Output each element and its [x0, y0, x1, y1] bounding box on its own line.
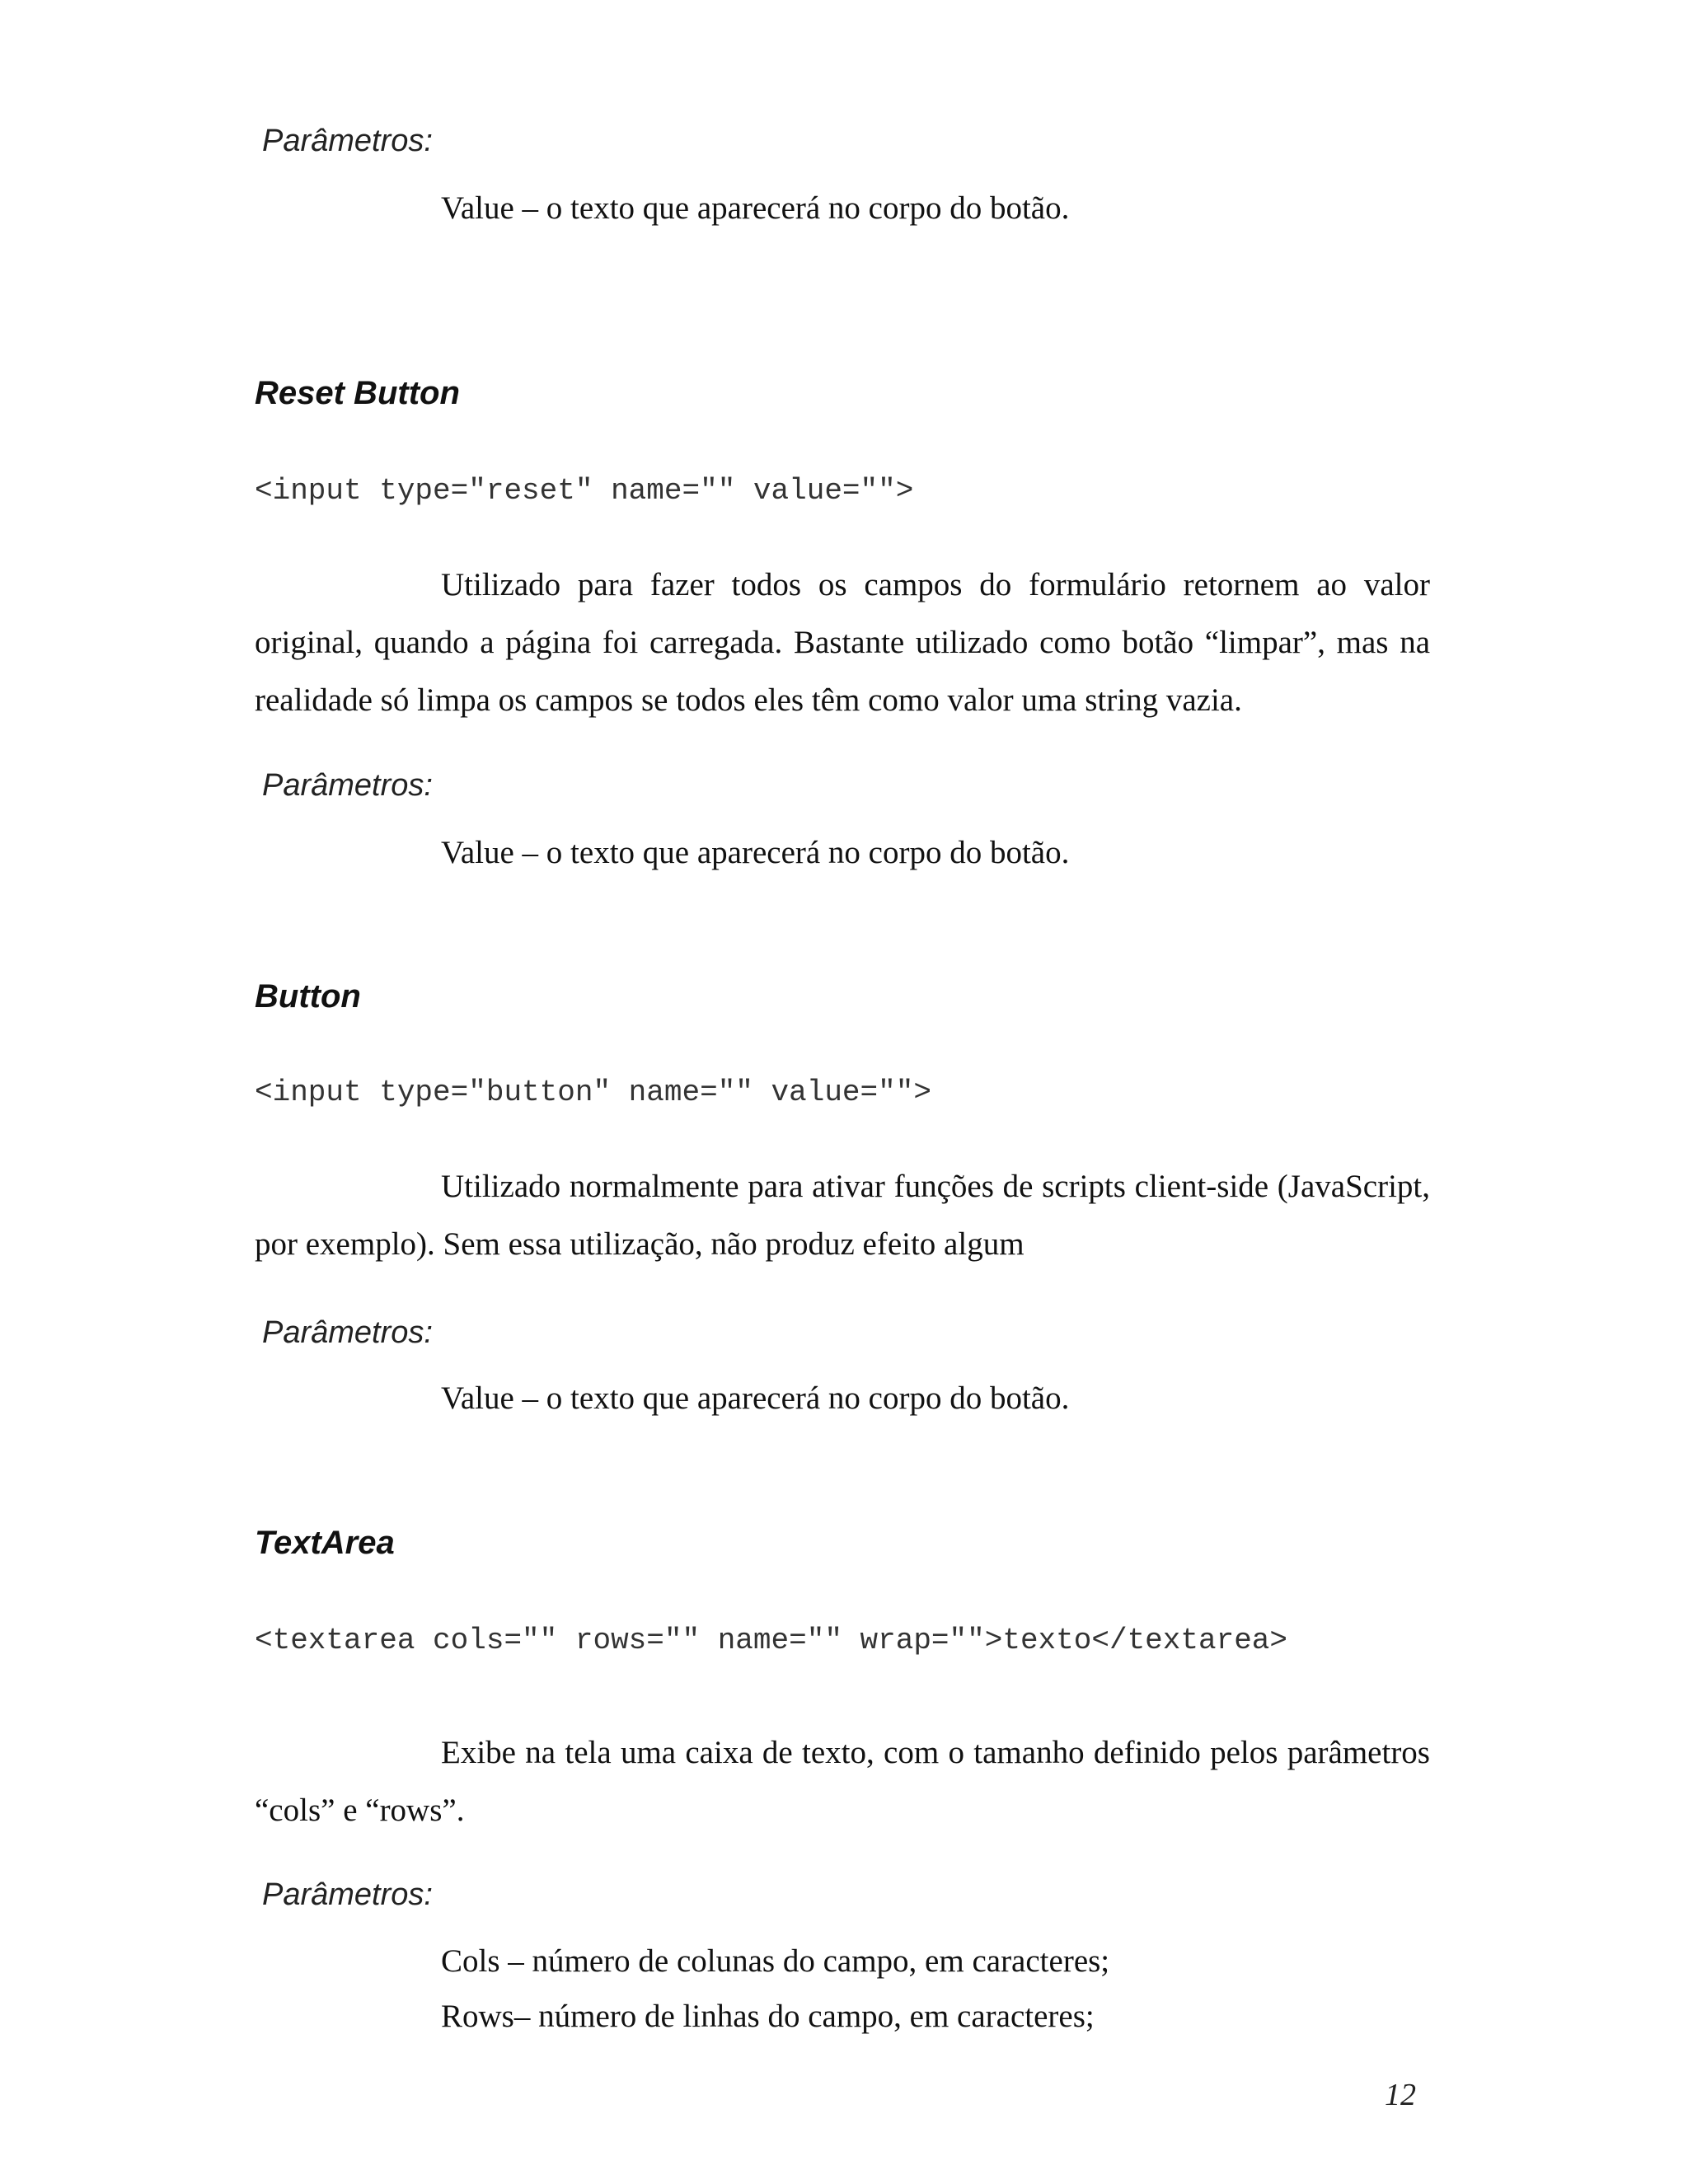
parameters-label: Parâmetros:: [262, 1315, 433, 1350]
parameters-label: Parâmetros:: [262, 768, 433, 803]
section-heading-reset-button: Reset Button: [255, 375, 460, 411]
parameter-item: Value – o texto que aparecerá no corpo do botão.: [441, 190, 1070, 226]
section-heading-textarea: TextArea: [255, 1525, 395, 1561]
code-snippet: <textarea cols="" rows="" name="" wrap="">texto</textarea>: [255, 1624, 1288, 1657]
parameters-label: Parâmetros:: [262, 1877, 433, 1912]
parameter-item: Rows– número de linhas do campo, em caracteres;: [441, 1999, 1095, 2034]
parameters-label: Parâmetros:: [262, 124, 433, 158]
parameter-item: Cols – número de colunas do campo, em caracteres;: [441, 1943, 1110, 1979]
code-snippet: <input type="reset" name="" value="">: [255, 474, 914, 508]
code-snippet: <input type="button" name="" value="">: [255, 1076, 931, 1109]
section-heading-button: Button: [255, 978, 361, 1015]
description-paragraph: Exibe na tela uma caixa de texto, com o tamanho definido pelos parâmetros “cols” e “rows”.: [255, 1735, 1430, 1828]
description-paragraph: Utilizado para fazer todos os campos do formulário retornem ao valor original, quando a página foi carregada. Bastante utilizado como botão “limpar”, mas na realidade só limpa os campos se todos eles têm como valor uma string vazia.: [255, 567, 1430, 718]
page-number: 12: [1385, 2078, 1416, 2112]
parameter-item: Value – o texto que aparecerá no corpo do botão.: [441, 1380, 1070, 1416]
parameter-item: Value – o texto que aparecerá no corpo do botão.: [441, 835, 1070, 870]
description-paragraph: Utilizado normalmente para ativar funções de scripts client-side (JavaScript, por exemplo). Sem essa utilização, não produz efeito algum: [255, 1169, 1430, 1262]
